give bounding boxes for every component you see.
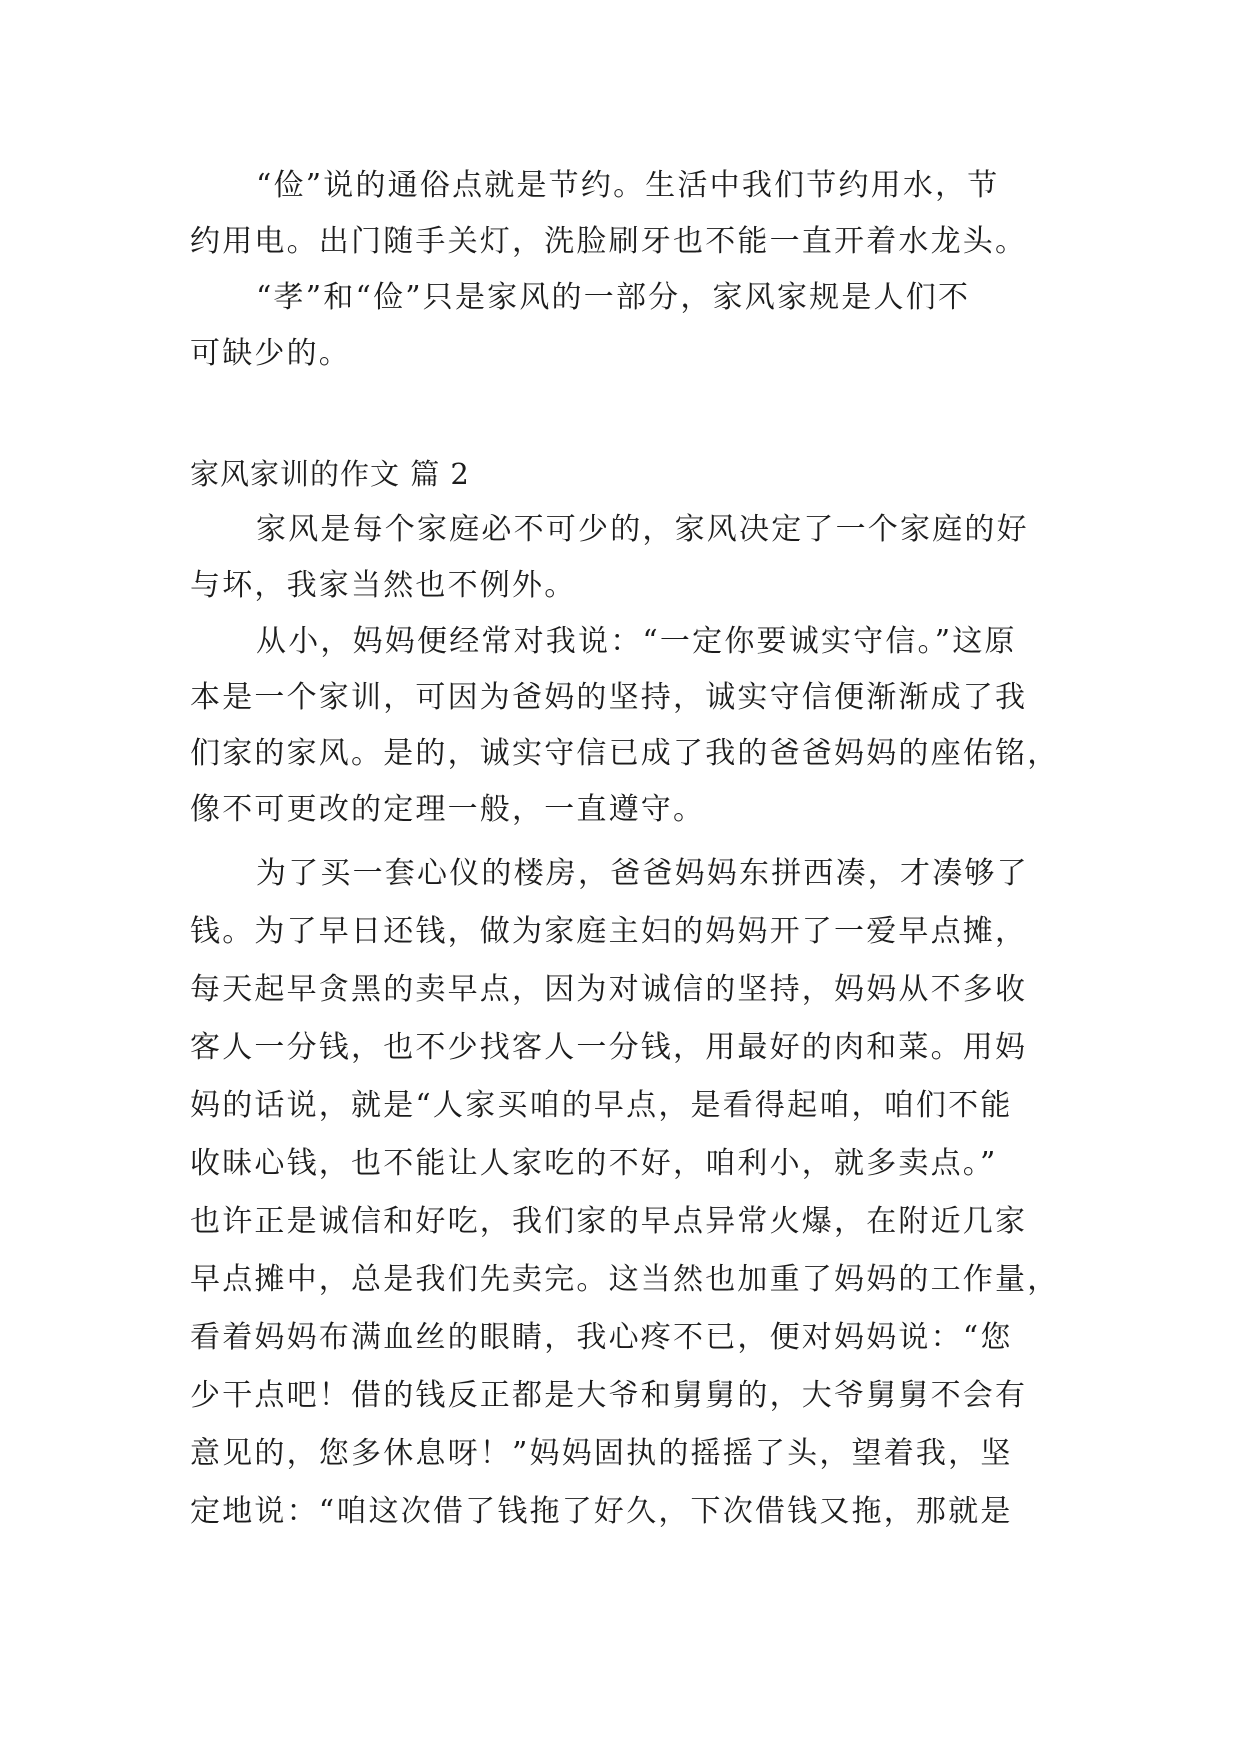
paragraph-line: 约用电。出门随手关灯，洗脸刷牙也不能一直开着水龙头。 bbox=[190, 224, 1028, 259]
paragraph-line: 家风是每个家庭必不可少的，家风决定了一个家庭的好 bbox=[256, 512, 1029, 547]
paragraph-line: 意见的，您多休息呀！”妈妈固执的摇摇了头，望着我，坚 bbox=[190, 1436, 1013, 1471]
paragraph-line: 为了买一套心仪的楼房，爸爸妈妈东拼西凑，才凑够了 bbox=[256, 856, 1029, 891]
paragraph-line: “孝”和“俭”只是家风的一部分，家风家规是人们不 bbox=[256, 280, 971, 315]
paragraph-line: 本是一个家训，可因为爸妈的坚持，诚实守信便渐渐成了我 bbox=[190, 680, 1028, 715]
paragraph-line: 少干点吧！借的钱反正都是大爷和舅舅的，大爷舅舅不会有 bbox=[190, 1378, 1028, 1413]
paragraph-line: 每天起早贪黑的卖早点，因为对诚信的坚持，妈妈从不多收 bbox=[190, 972, 1028, 1007]
paragraph-line: 与坏，我家当然也不例外。 bbox=[190, 568, 577, 603]
paragraph-line: 们家的家风。是的，诚实守信已成了我的爸爸妈妈的座佑铭， bbox=[190, 736, 1060, 771]
paragraph-line: 钱。为了早日还钱，做为家庭主妇的妈妈开了一爱早点摊， bbox=[190, 914, 1028, 949]
paragraph-line: “俭”说的通俗点就是节约。生活中我们节约用水，节 bbox=[256, 168, 1000, 203]
paragraph-line: 可缺少的。 bbox=[190, 336, 351, 371]
paragraph-line: 妈的话说，就是“人家买咱的早点，是看得起咱，咱们不能 bbox=[190, 1088, 1013, 1123]
section-heading: 家风家训的作文 篇 2 bbox=[190, 457, 470, 491]
paragraph-line: 定地说：“咱这次借了钱拖了好久，下次借钱又拖，那就是 bbox=[190, 1494, 1013, 1529]
paragraph-line: 也许正是诚信和好吃，我们家的早点异常火爆，在附近几家 bbox=[190, 1204, 1028, 1239]
paragraph-line: 客人一分钱，也不少找客人一分钱，用最好的肉和菜。用妈 bbox=[190, 1030, 1028, 1065]
paragraph-line: 收昧心钱，也不能让人家吃的不好，咱利小，就多卖点。” bbox=[190, 1146, 998, 1181]
paragraph-line: 像不可更改的定理一般，一直遵守。 bbox=[190, 792, 706, 827]
paragraph-line: 从小，妈妈便经常对我说：“一定你要诚实守信。”这原 bbox=[256, 624, 1017, 659]
paragraph-line: 看着妈妈布满血丝的眼睛，我心疼不已，便对妈妈说：“您 bbox=[190, 1320, 1013, 1355]
paragraph-line: 早点摊中，总是我们先卖完。这当然也加重了妈妈的工作量， bbox=[190, 1262, 1060, 1297]
